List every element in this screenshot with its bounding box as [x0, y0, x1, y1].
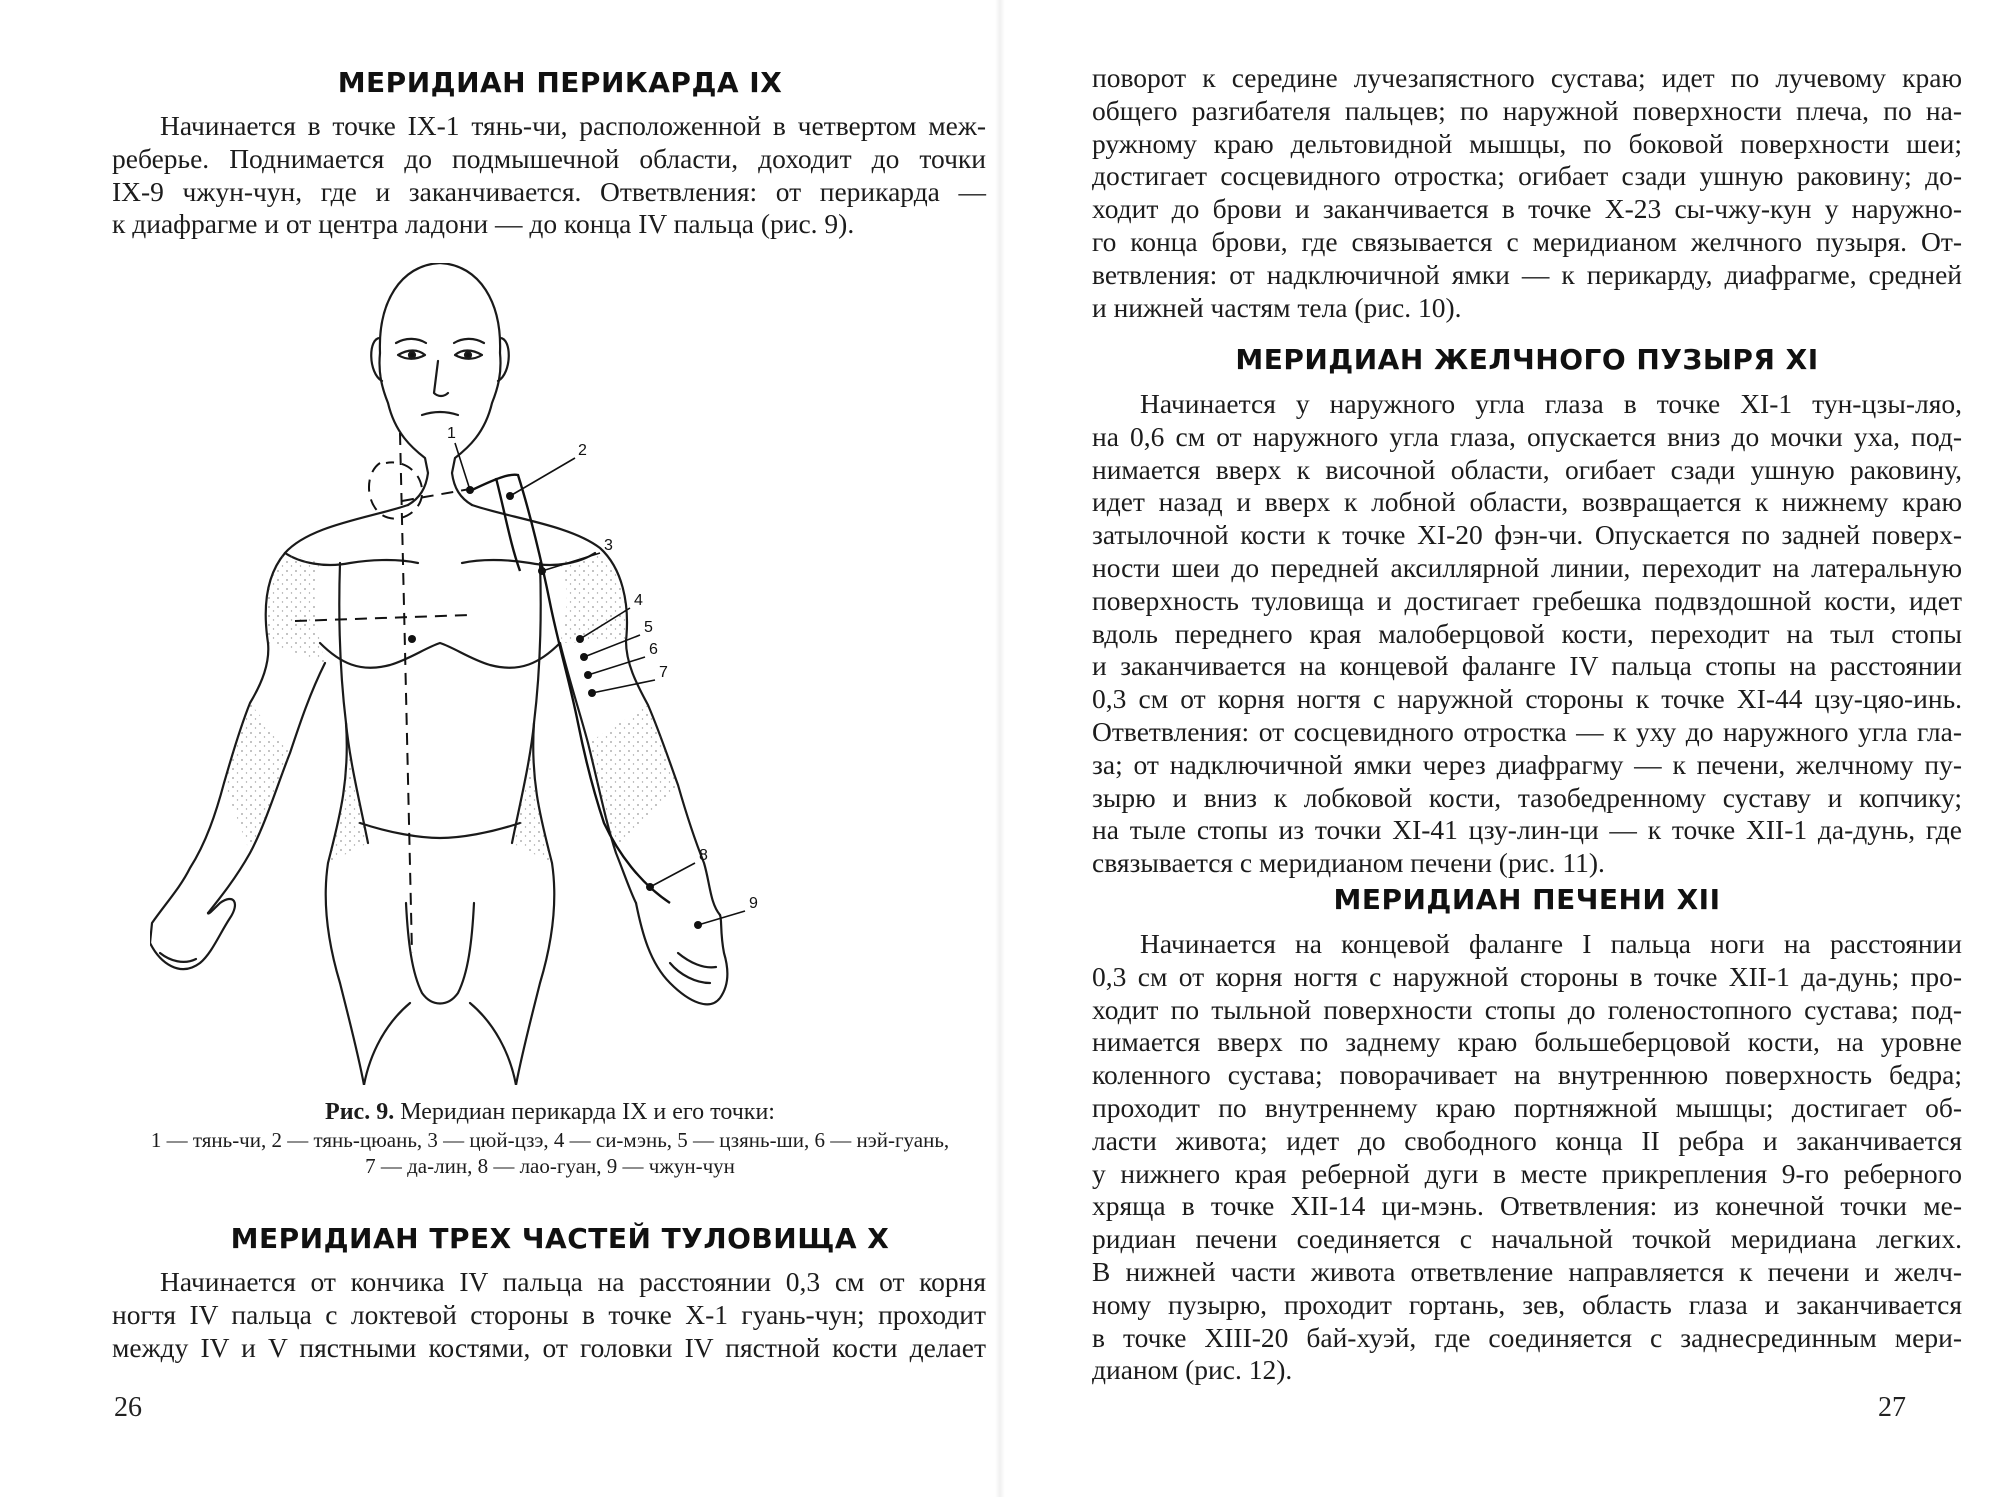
text-line: ходит по тыльной поверхности стопы до голеностопного сустава; под- — [1092, 993, 1962, 1025]
text-line: ласти живота; идет до свободного конца II ребра и заканчивается — [1092, 1124, 1962, 1156]
text-line: в точке XIII-20 бай-хуэй, где соединяется с заднесрединным мери- — [1092, 1321, 1962, 1353]
point-label-9: 9 — [749, 895, 758, 912]
anatomy-illustration — [150, 263, 950, 1085]
heading-gallbladder-meridian: МЕРИДИАН ЖЕЛЧНОГО ПУЗЫРЯ XI — [1235, 343, 1819, 376]
text-line: у нижнего края реберной дуги в месте прикрепления 9-го реберного — [1092, 1157, 1962, 1189]
text-line: нимается вверх к височной области, огибает сзади ушную раковину, — [1092, 453, 1962, 485]
text-line: идет назад и вверх к лобной области, возвращается к нижнему краю — [1092, 486, 1962, 518]
paragraph-triple-burner-continued — [1092, 62, 1962, 324]
caption-title-text: Меридиан перикарда IX и его точки: — [394, 1099, 775, 1125]
caption-title — [110, 1098, 990, 1127]
text-line: ружному краю дельтовидной мышцы, по боковой поверхности шеи; — [1092, 127, 1962, 159]
text-line: нимается вверх по заднему краю большеберцовой кости, на уровне — [1092, 1026, 1962, 1058]
text-line: Начинается от кончика IV пальца на расстоянии 0,3 см от корня — [160, 1266, 986, 1297]
text-line: ридиан печени соединяется с начальной точкой меридиана легких. — [1092, 1223, 1962, 1255]
right-page — [1000, 0, 2000, 1497]
text-line: го конца брови, где связывается с меридианом желчного пузыря. От- — [1092, 225, 1962, 257]
text-line: и нижней частям тела (рис. 10). — [1092, 291, 1462, 323]
text-line: 0,3 см от корня ногтя с наружной стороны в точке XII-1 да-дунь; про- — [1092, 960, 1962, 992]
caption-line: 7 — да-лин, 8 — лао-гуан, 9 — чжун-чун — [365, 1154, 735, 1178]
point-label-1: 1 — [447, 425, 456, 442]
text-line: на 0,6 см от наружного угла глаза, опускается вниз до мочки уха, под- — [1092, 420, 1962, 452]
text-line: поверхность туловища и достигает гребешка подвздошной кости, идет — [1092, 584, 1962, 616]
text-line: затылочной кости к точке XI-20 фэн-чи. Опускается по задней поверх- — [1092, 519, 1962, 551]
point-label-8: 8 — [699, 847, 708, 864]
text-line: поворот к середине лучезапястного сустава; идет по лучевому краю — [1092, 62, 1962, 93]
page-number-right: 27 — [1878, 1392, 1906, 1423]
point-label-7: 7 — [659, 664, 668, 681]
text-line: коленного сустава; поворачивает на внутреннюю поверхность бедра; — [1092, 1059, 1962, 1091]
point-label-5: 5 — [644, 619, 653, 636]
text-line: к диафрагме и от центра ладони — до конца IV пальца (рис. 9). — [112, 208, 855, 240]
text-line: на тыле стопы из точки XI-41 цзу-лин-ци — к точке XII-1 да-дунь, где — [1092, 814, 1962, 846]
text-line: ходит до брови и заканчивается в точке X-23 сы-чжу-кун у наружно- — [1092, 193, 1962, 225]
text-line: вдоль переднего края малоберцовой кости, переходит на тыл стопы — [1092, 617, 1962, 649]
point-label-2: 2 — [578, 442, 587, 459]
paragraph-gallbladder — [1092, 388, 1962, 880]
paragraph-pericardium — [112, 110, 986, 241]
text-line: IX-9 чжун-чун, где и заканчивается. Ответвления: от перикарда — — [112, 175, 986, 207]
paragraph-liver — [1092, 928, 1962, 1387]
text-line: зырю и вниз к лобковой кости, тазобедренному суставу и копчику; — [1092, 781, 1962, 813]
text-line: и заканчивается на концевой фаланге IV пальца стопы на расстоянии — [1092, 650, 1962, 682]
point-label-4: 4 — [634, 592, 643, 609]
text-line: Начинается у наружного угла глаза в точке XI-1 тун-цзы-ляо, — [1140, 388, 1962, 419]
text-line: достигает сосцевидного отростка; огибает сзади ушную раковину; до- — [1092, 160, 1962, 192]
heading-pericardium-meridian: МЕРИДИАН ПЕРИКАРДА IX — [337, 66, 783, 99]
text-line: дианом (рис. 12). — [1092, 1354, 1293, 1386]
heading-liver-meridian: МЕРИДИАН ПЕЧЕНИ XII — [1333, 883, 1721, 916]
figure-9-body-diagram — [150, 263, 950, 1085]
text-line: Ответвления: от сосцевидного отростка — к уху до наружного угла гла- — [1092, 715, 1962, 747]
paragraph-triple-burner — [112, 1266, 986, 1364]
text-line: 0,3 см от корня ногтя с наружной стороны к точке XI-44 цзу-цяо-инь. — [1092, 683, 1962, 715]
text-line: хряща в точке XII-14 ци-мэнь. Ответвления: из конечной точки ме- — [1092, 1190, 1962, 1222]
caption-line: 1 — тянь-чи, 2 — тянь-цюань, 3 — цюй-цзэ, 4 — си-мэнь, 5 — цзянь-ши, 6 — нэй-гуань, — [150, 1128, 950, 1152]
text-line: ногтя IV пальца с локтевой стороны в точке X-1 гуань-чун; проходит — [112, 1298, 986, 1330]
text-line: ному пузырю, проходит гортань, зев, область глаза и заканчивается — [1092, 1288, 1962, 1320]
text-line: связывается с меридианом печени (рис. 11). — [1092, 847, 1605, 879]
text-line: между IV и V пястными костями, от головки IV пястной кости делает — [112, 1331, 986, 1363]
text-line: ветвления: от надключичной ямки — к перикарду, диафрагме, средней — [1092, 258, 1962, 290]
text-line: за; от надключичной ямки через диафрагму — к печени, желчному пу- — [1092, 748, 1962, 780]
point-label-6: 6 — [649, 641, 658, 658]
caption-label: Рис. 9. — [325, 1099, 395, 1125]
text-line: проходит по внутреннему краю портняжной мышцы; достигает об- — [1092, 1091, 1962, 1123]
point-label-3: 3 — [604, 537, 613, 554]
midline-dashed — [400, 433, 412, 953]
text-line: В нижней части живота ответвление направляется к печени и желч- — [1092, 1255, 1962, 1287]
heading-triple-burner-meridian: МЕРИДИАН ТРЕХ ЧАСТЕЙ ТУЛОВИЩА X — [230, 1222, 890, 1255]
text-line: общего разгибателя пальцев; по наружной поверхности плеча, по на- — [1092, 94, 1962, 126]
text-line: Начинается в точке IX-1 тянь-чи, расположенной в четвертом меж- — [160, 110, 986, 141]
text-line: Начинается на концевой фаланге I пальца ноги на расстоянии — [1140, 928, 1962, 959]
text-line: ности шеи до передней аксиллярной линии, переходит на латеральную — [1092, 551, 1962, 583]
text-line: реберье. Поднимается до подмышечной области, доходит до точки — [112, 142, 986, 174]
page-number-left: 26 — [114, 1392, 142, 1423]
figure-9-caption — [110, 1098, 990, 1179]
